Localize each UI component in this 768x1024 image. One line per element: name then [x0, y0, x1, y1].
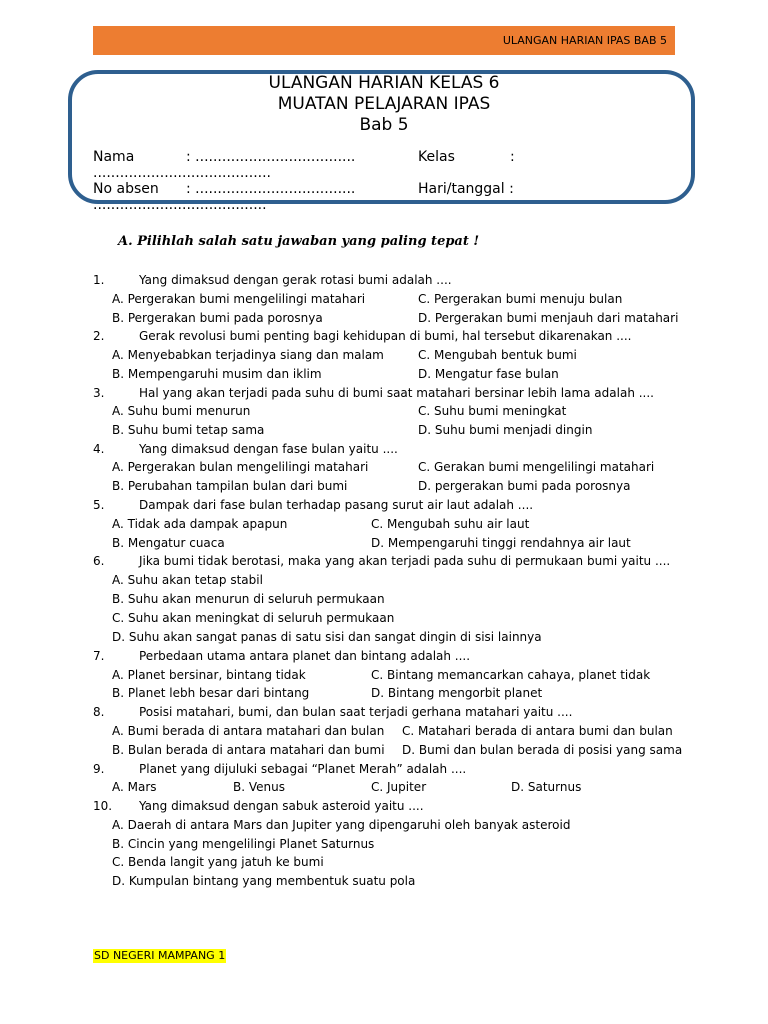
question-number: 4. — [93, 442, 105, 456]
option-a: A. Mars — [112, 780, 157, 794]
option-a: A. Daerah di antara Mars dan Jupiter yang dipengaruhi oleh banyak asteroid — [112, 818, 571, 832]
option-b: B. Planet lebh besar dari bintang — [112, 686, 310, 700]
hari-label: Hari/tanggal : — [418, 181, 514, 197]
option-b: B. Mempengaruhi musim dan iklim — [112, 367, 322, 381]
question-number: 7. — [93, 649, 105, 663]
nama-label: Nama — [93, 149, 135, 165]
option-a: A. Planet bersinar, bintang tidak — [112, 668, 306, 682]
question-number: 2. — [93, 329, 105, 343]
kelas-field-cont: ........................................ — [93, 165, 272, 181]
option-a: A. Suhu akan tetap stabil — [112, 573, 263, 587]
option-c: C. Gerakan bumi mengelilingi matahari — [418, 460, 655, 474]
question-text: Planet yang dijuluki sebagai “Planet Merah” adalah .... — [139, 762, 467, 776]
absen-label: No absen — [93, 181, 159, 197]
option-b: B. Suhu bumi tetap sama — [112, 423, 265, 437]
footer-school: SD NEGERI MAMPANG 1 — [94, 949, 226, 962]
option-a: A. Pergerakan bumi mengelilingi matahari — [112, 292, 366, 306]
option-b: B. Bulan berada di antara matahari dan bumi — [112, 743, 385, 757]
question-text: Perbedaan utama antara planet dan bintang adalah .... — [139, 649, 471, 663]
option-d: D. Suhu bumi menjadi dingin — [418, 423, 593, 437]
title-line-2: MUATAN PELAJARAN IPAS — [277, 94, 491, 114]
option-a: A. Suhu bumi menurun — [112, 404, 251, 418]
option-b: B. Venus — [233, 780, 285, 794]
option-d: D. Saturnus — [511, 780, 582, 794]
option-a: A. Tidak ada dampak apapun — [112, 517, 288, 531]
question-number: 8. — [93, 705, 105, 719]
option-a: A. Bumi berada di antara matahari dan bulan — [112, 724, 385, 738]
question-text: Yang dimaksud dengan fase bulan yaitu .... — [139, 442, 398, 456]
option-c: C. Suhu bumi meningkat — [418, 404, 567, 418]
option-d: D. Bumi dan bulan berada di posisi yang sama — [402, 743, 683, 757]
header-bar — [93, 26, 675, 55]
question-text: Dampak dari fase bulan terhadap pasang surut air laut adalah .... — [139, 498, 534, 512]
option-c: C. Jupiter — [371, 780, 427, 794]
question-text: Yang dimaksud dengan gerak rotasi bumi adalah .... — [139, 273, 452, 287]
option-d: D. Mempengaruhi tinggi rendahnya air laut — [371, 536, 631, 550]
question-number: 3. — [93, 386, 105, 400]
option-b: B. Cincin yang mengelilingi Planet Saturnus — [112, 837, 375, 851]
option-b: B. Perubahan tampilan bulan dari bumi — [112, 479, 348, 493]
option-b: B. Mengatur cuaca — [112, 536, 225, 550]
option-d: D. Suhu akan sangat panas di satu sisi dan sangat dingin di sisi lainnya — [112, 630, 542, 644]
question-number: 6. — [93, 554, 105, 568]
option-c: C. Pergerakan bumi menuju bulan — [418, 292, 623, 306]
question-number: 5. — [93, 498, 105, 512]
nama-field: : .................................... — [186, 149, 356, 165]
kelas-field: : — [510, 149, 515, 165]
kelas-label: Kelas — [418, 149, 455, 165]
option-c: C. Bintang memancarkan cahaya, planet tidak — [371, 668, 651, 682]
option-b: B. Pergerakan bumi pada porosnya — [112, 311, 323, 325]
absen-field: : .................................... — [186, 181, 356, 197]
question-text: Posisi matahari, bumi, dan bulan saat terjadi gerhana matahari yaitu .... — [139, 705, 573, 719]
option-d: D. Mengatur fase bulan — [418, 367, 559, 381]
question-number: 10. — [93, 799, 113, 813]
header-label: ULANGAN HARIAN IPAS BAB 5 — [502, 34, 667, 47]
option-a: A. Pergerakan bulan mengelilingi matahari — [112, 460, 369, 474]
option-c: C. Matahari berada di antara bumi dan bulan — [402, 724, 673, 738]
question-text: Yang dimaksud dengan sabuk asteroid yaitu .... — [139, 799, 424, 813]
option-c: C. Benda langit yang jatuh ke bumi — [112, 855, 324, 869]
option-d: D. Pergerakan bumi menjauh dari matahari — [418, 311, 679, 325]
title-line-3: Bab 5 — [359, 115, 409, 135]
option-d: D. pergerakan bumi pada porosnya — [418, 479, 631, 493]
question-text: Jika bumi tidak berotasi, maka yang akan terjadi pada suhu di permukaan bumi yaitu .... — [139, 554, 671, 568]
hari-field-cont: ....................................... — [93, 197, 267, 213]
question-number: 9. — [93, 762, 105, 776]
option-d: D. Kumpulan bintang yang membentuk suatu pola — [112, 874, 416, 888]
option-b: B. Suhu akan menurun di seluruh permukaan — [112, 592, 385, 606]
option-c: C. Mengubah bentuk bumi — [418, 348, 577, 362]
option-c: C. Mengubah suhu air laut — [371, 517, 530, 531]
option-c: C. Suhu akan meningkat di seluruh permukaan — [112, 611, 395, 625]
question-text: Hal yang akan terjadi pada suhu di bumi saat matahari bersinar lebih lama adalah .... — [139, 386, 654, 400]
title-line-1: ULANGAN HARIAN KELAS 6 — [268, 73, 500, 93]
question-number: 1. — [93, 273, 105, 287]
section-instruction: A. Pilihlah salah satu jawaban yang paling tepat ! — [118, 234, 480, 249]
option-d: D. Bintang mengorbit planet — [371, 686, 543, 700]
question-text: Gerak revolusi bumi penting bagi kehidupan di bumi, hal tersebut dikarenakan .... — [139, 329, 632, 343]
option-a: A. Menyebabkan terjadinya siang dan malam — [112, 348, 384, 362]
